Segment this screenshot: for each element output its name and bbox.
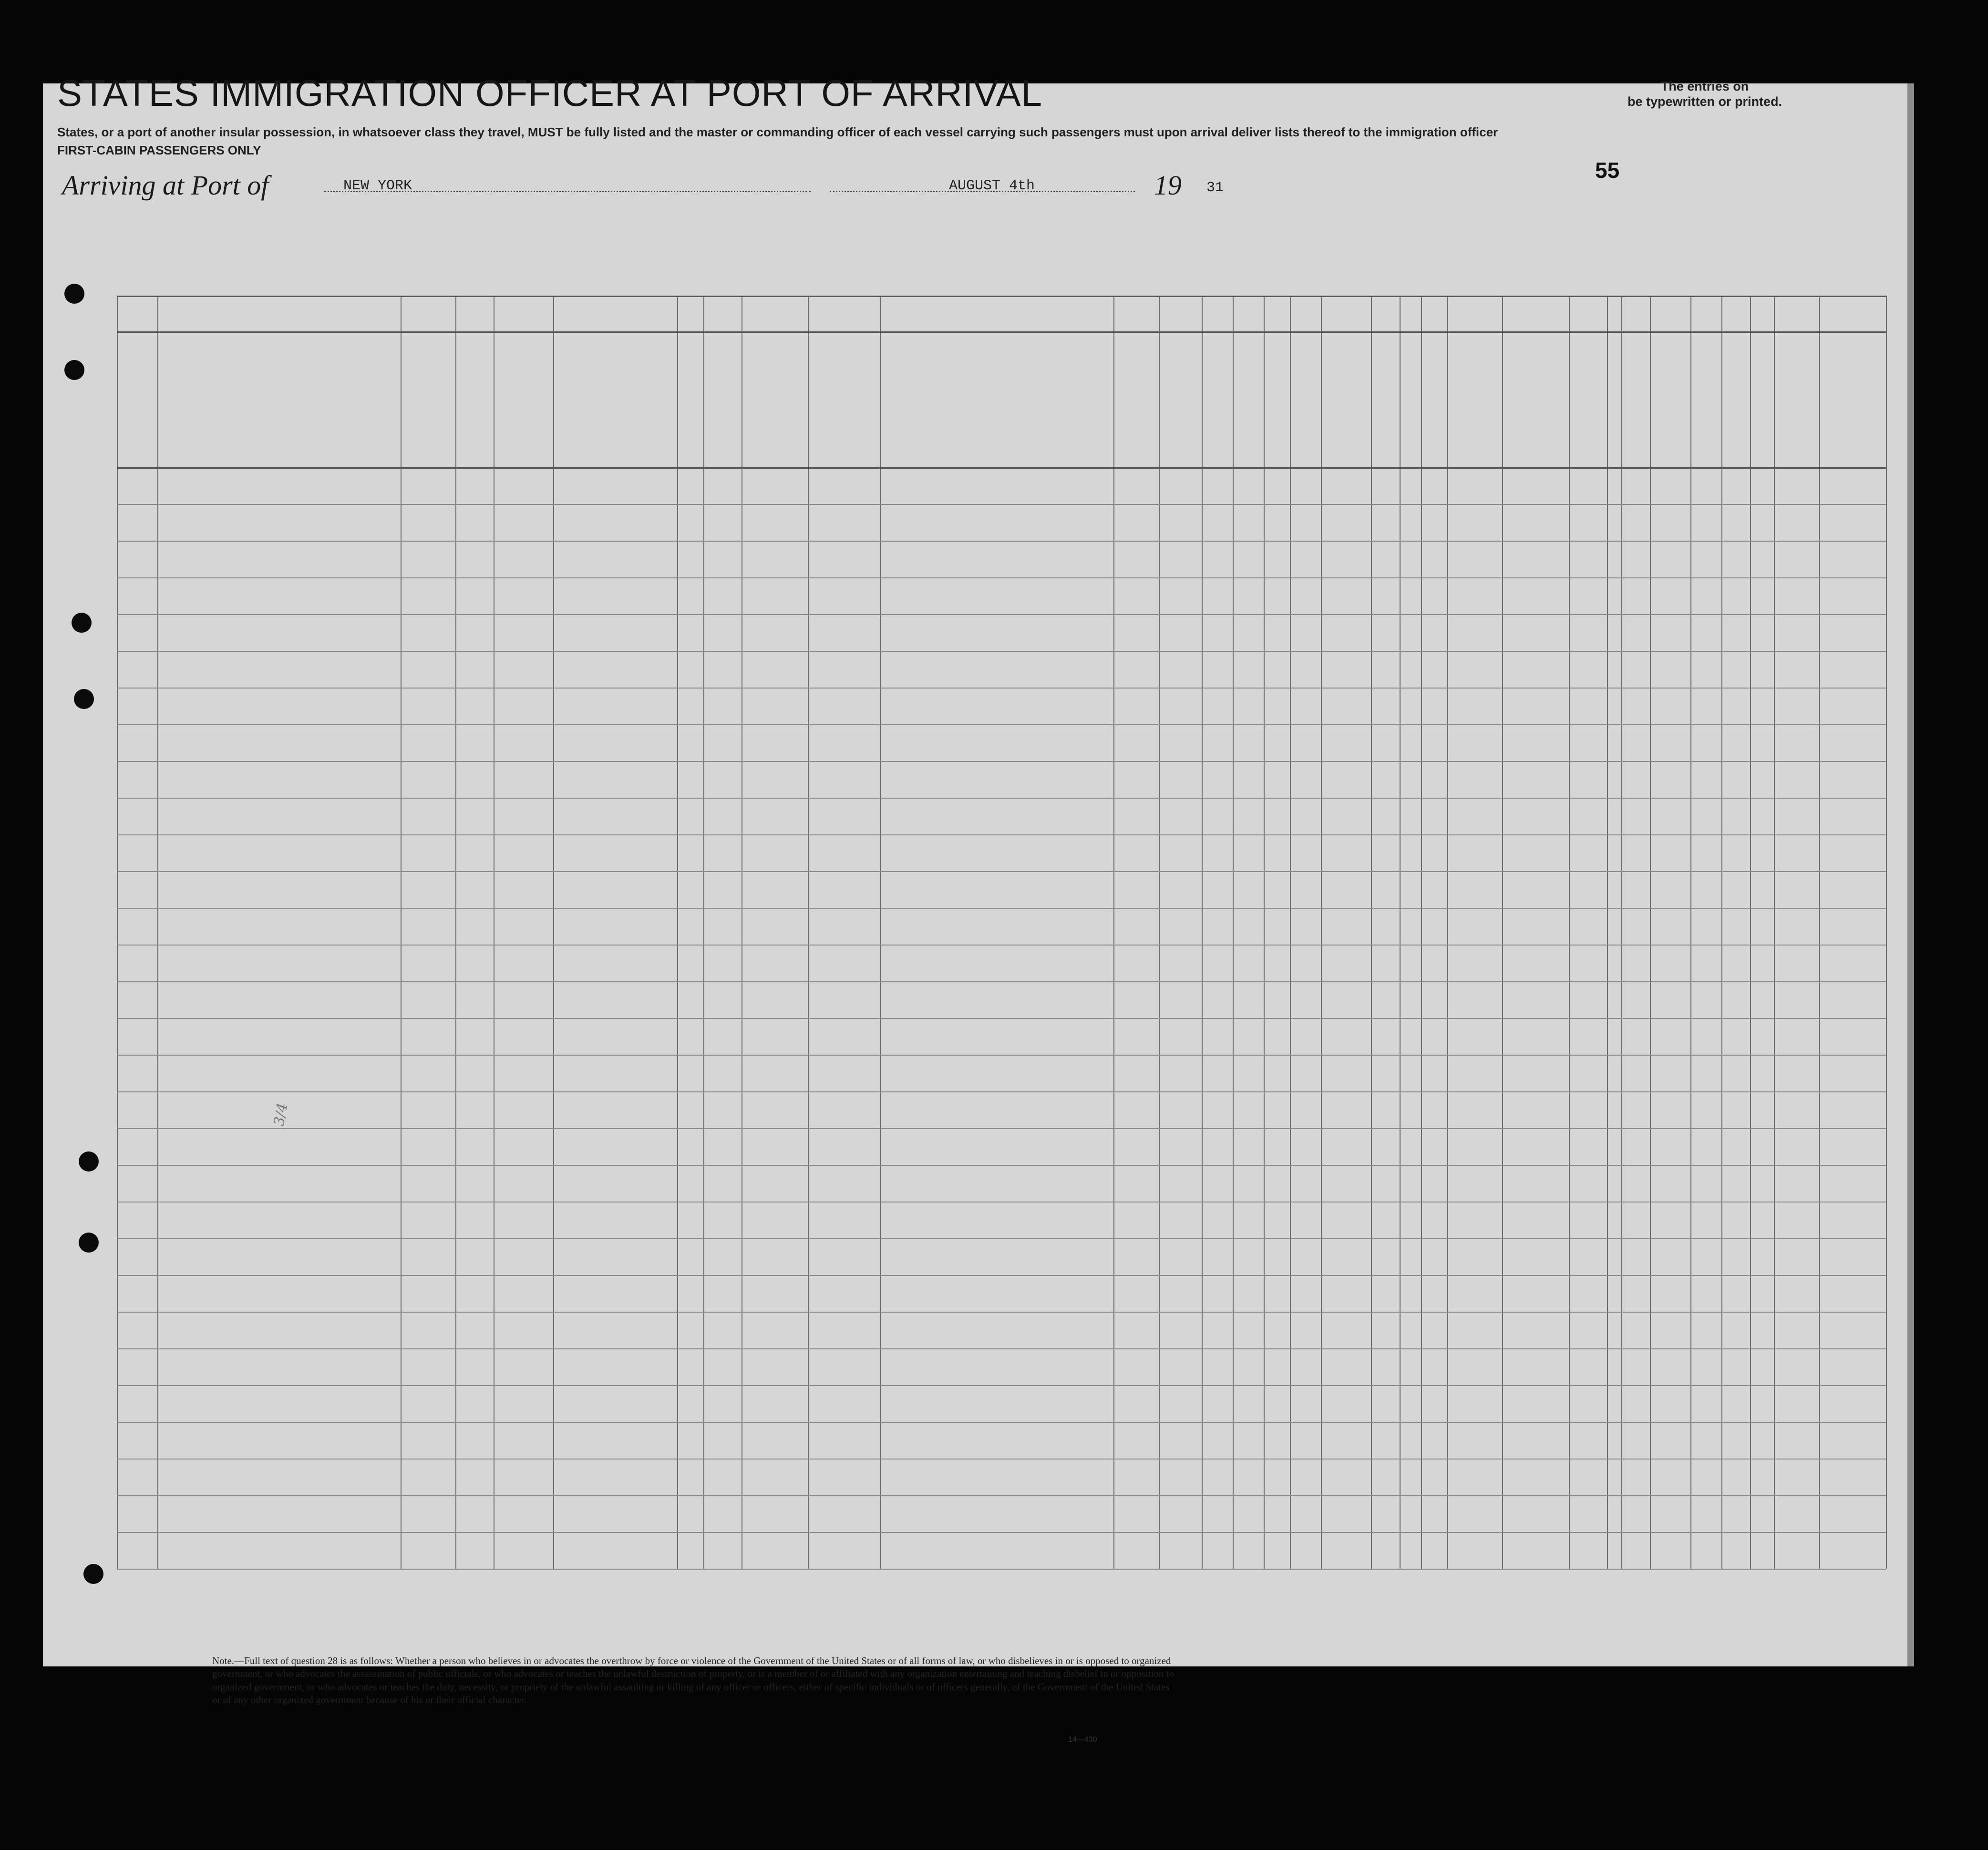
row-rule [117, 1275, 1886, 1276]
footnote: Note.—Full text of question 28 is as follows: Whether a person who believes in or advocates the overthrow by force or violence of the Government of the United States or of all forms of law, or who disbelieves in or is opposed to organized government, or who advocates the assassination of public officials, or who advocates or teaches the unlawful destruction of property, or is a member of or affiliated with any organization entertaining and teaching disbelief in or opposition to organized government, or who advocates or teaches the duty, necessity, or propriety of the unlawful assaulting or killing of any officer or officers, either of specific individuals or of officers generally, of the Government of the United States or of any other organized government because of his or their official character. [212, 1655, 1174, 1706]
row-rule [117, 798, 1886, 799]
row-rule [117, 1128, 1886, 1129]
column-header [1204, 339, 1231, 461]
passenger-class: FIRST-CABIN PASSENGERS ONLY [57, 143, 261, 157]
column-header [1423, 339, 1445, 461]
row-rule [117, 504, 1886, 505]
column-rule [1421, 296, 1422, 1569]
column-rule [1264, 296, 1265, 1569]
column-rule [1569, 296, 1570, 1569]
column-rule [1774, 296, 1775, 1569]
column-rule [1113, 296, 1114, 1569]
row-rule [117, 945, 1886, 946]
column-rule [1886, 296, 1887, 1569]
page-number: 55 [1595, 158, 1620, 183]
row-rule [117, 724, 1886, 725]
row-rule [117, 981, 1886, 982]
row-rule [117, 908, 1886, 909]
column-header [1401, 339, 1419, 461]
row-rule [117, 1495, 1886, 1496]
column-rule [808, 296, 809, 1569]
column-header [1323, 339, 1369, 461]
year-suffix: 31 [1206, 180, 1224, 196]
column-header [1115, 339, 1157, 461]
row-rule [117, 834, 1886, 835]
row-rule [117, 1569, 1886, 1570]
column-rule [1447, 296, 1448, 1569]
row-rule [117, 1312, 1886, 1313]
column-rule [1502, 296, 1503, 1569]
row-rule [117, 871, 1886, 872]
arriving-label: Arriving at Port of [62, 170, 269, 201]
header-rule [117, 296, 1886, 297]
law-instructions: States, or a port of another insular possession, in whatsoever class they travel, MUST be fully listed and the master or commanding officer of each vessel carrying such passengers must upon arrival deliver lists thereof to the immigration officer [57, 125, 1498, 139]
row-rule [117, 1422, 1886, 1423]
year-prefix: 19 [1154, 170, 1182, 201]
form-title: STATES IMMIGRATION OFFICER AT PORT OF ARRIVAL [57, 72, 1043, 114]
column-rule [1819, 296, 1820, 1569]
column-header [679, 339, 701, 461]
row-rule [117, 541, 1886, 542]
row-rule [117, 1238, 1886, 1239]
column-header [1292, 339, 1319, 461]
column-rule [1721, 296, 1722, 1569]
column-header [1161, 339, 1200, 461]
column-rule [1290, 296, 1291, 1569]
column-rule [677, 296, 678, 1569]
row-rule [117, 1018, 1886, 1019]
row-rule [117, 1348, 1886, 1349]
arrival-date: AUGUST 4th [949, 178, 1035, 194]
column-rule [880, 296, 881, 1569]
row-rule [117, 577, 1886, 578]
column-rule [1233, 296, 1234, 1569]
row-rule [117, 1055, 1886, 1056]
row-rule [117, 1532, 1886, 1533]
column-rule [401, 296, 402, 1569]
column-rule [157, 296, 158, 1569]
column-header [1235, 339, 1262, 461]
column-rule [553, 296, 554, 1569]
column-rule [1607, 296, 1608, 1569]
row-rule [117, 761, 1886, 762]
port-of-arrival: NEW YORK [343, 178, 412, 194]
column-rule [1750, 296, 1751, 1569]
row-rule [117, 1091, 1886, 1092]
column-rule [1621, 296, 1622, 1569]
column-rule [1650, 296, 1651, 1569]
column-rule [1159, 296, 1160, 1569]
column-rule [1400, 296, 1401, 1569]
pencil-mark: 3/4 [270, 1101, 291, 1128]
column-rule [1371, 296, 1372, 1569]
header-rule [117, 331, 1886, 333]
column-rule [1690, 296, 1691, 1569]
column-rule [703, 296, 704, 1569]
row-rule [117, 651, 1886, 652]
column-rule [1202, 296, 1203, 1569]
row-rule [117, 1165, 1886, 1166]
column-header [1373, 339, 1398, 461]
column-header [1266, 339, 1288, 461]
row-rule [117, 688, 1886, 689]
column-rule [1321, 296, 1322, 1569]
row-rule [117, 1385, 1886, 1386]
typewritten-note: The entries on be typewritten or printed. [1627, 79, 1782, 109]
column-rule [455, 296, 456, 1569]
header-rule [117, 467, 1886, 469]
column-rule [117, 296, 118, 1569]
column-header [555, 339, 580, 461]
row-rule [117, 614, 1886, 615]
form-number: 14—430 [1068, 1736, 1097, 1744]
